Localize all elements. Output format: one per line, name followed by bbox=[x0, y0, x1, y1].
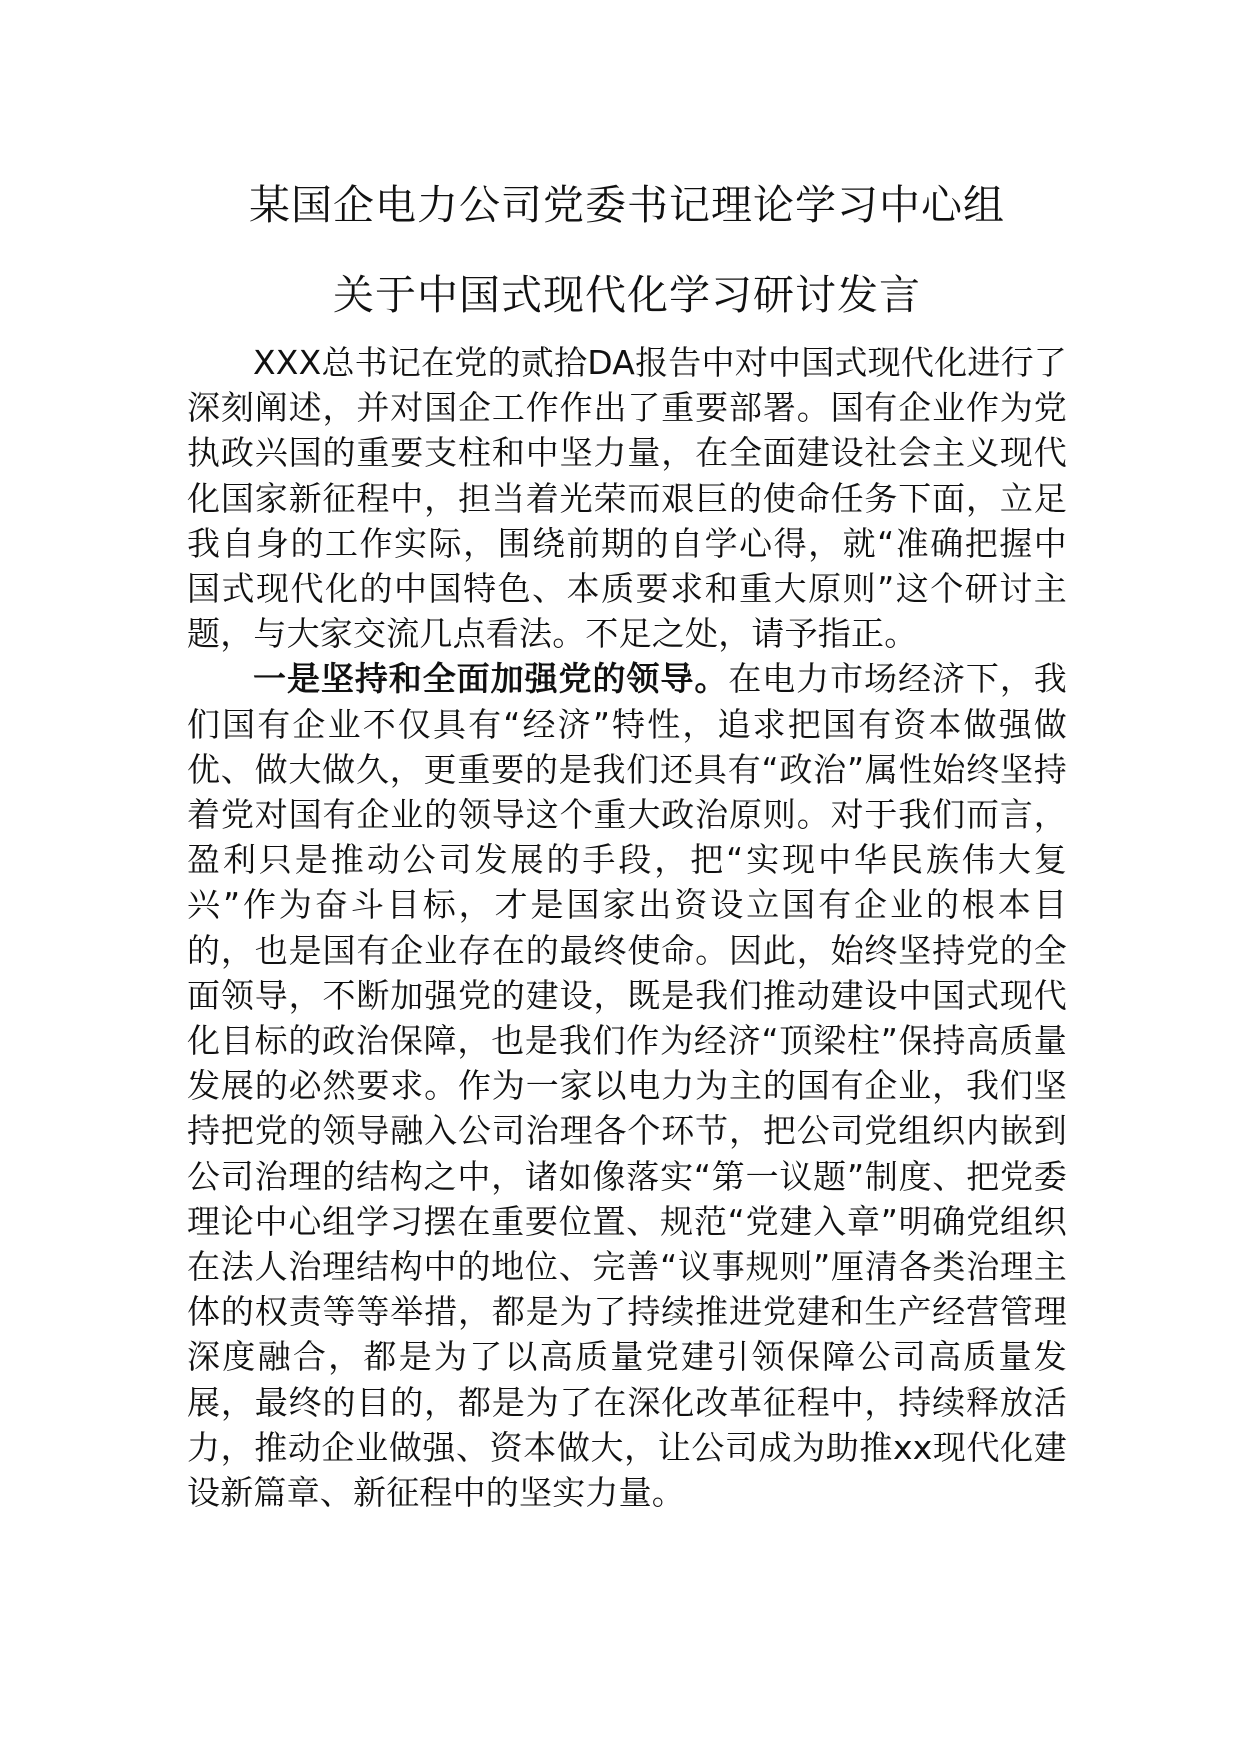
paragraph-intro: XXX总书记在党的贰拾DA报告中对中国式现代化进行了深刻阐述，并对国企工作作出了重要部署。国有企业作为党执政兴国的重要支柱和中坚力量，在全面建设社会主义现代化国家新征程中，担当着光荣而艰巨的使命任务下面，立足我自身的工作实际，围绕前期的自学心得，就“准确把握中国式现代化的中国特色、本质要求和重大原则”这个研讨主题，与大家交流几点看法。不足之处，请予指正。 bbox=[187, 343, 1067, 654]
paragraph-point-1-body: 在电力市场经济下，我们国有企业不仅具有“经济”特性，追求把国有资本做强做优、做大做久，更重要的是我们还具有“政治”属性始终坚持着党对国有企业的领导这个重大政治原则。对于我们而言，盈利只是推动公司发展的手段，把“实现中华民族伟大复兴”作为奋斗目标，才是国家出资设立国有企业的根本目的，也是国有企业存在的最终使命。因此，始终坚持党的全面领导，不断加强党的建设，既是我们推动建设中国式现代化目标的政治保障，也是我们作为经济“顶梁柱”保持高质量发展的必然要求。作为一家以电力为主的国有企业，我们坚持把党的领导融入公司治理各个环节，把公司党组织内嵌到公司治理的结构之中，诸如像落实“第一议题”制度、把党委理论中心组学习摆在重要位置、规范“党建入章”明确党组织在法人治理结构中的地位、完善“议事规则”厘清各类治理主体的权责等等举措，都是为了持续推进党建和生产经营管理深度融合，都是为了以高质量党建引领保障公司高质量发展，最终的目的，都是为了在深化改革征程中，持续释放活力，推动企业做强、资本做大，让公司成为助推xx现代化建设新篇章、新征程中的坚实力量。 bbox=[187, 659, 1067, 1513]
title-line-2: 关于中国式现代化学习研讨发言 bbox=[333, 271, 921, 319]
title-line-1: 某国企电力公司党委书记理论学习中心组 bbox=[249, 181, 1005, 229]
document-page bbox=[187, 160, 1067, 1515]
document-title bbox=[187, 160, 1067, 340]
paragraph-point-1 bbox=[187, 656, 1067, 1515]
paragraph-point-1-heading: 一是坚持和全面加强党的领导。 bbox=[253, 659, 729, 699]
